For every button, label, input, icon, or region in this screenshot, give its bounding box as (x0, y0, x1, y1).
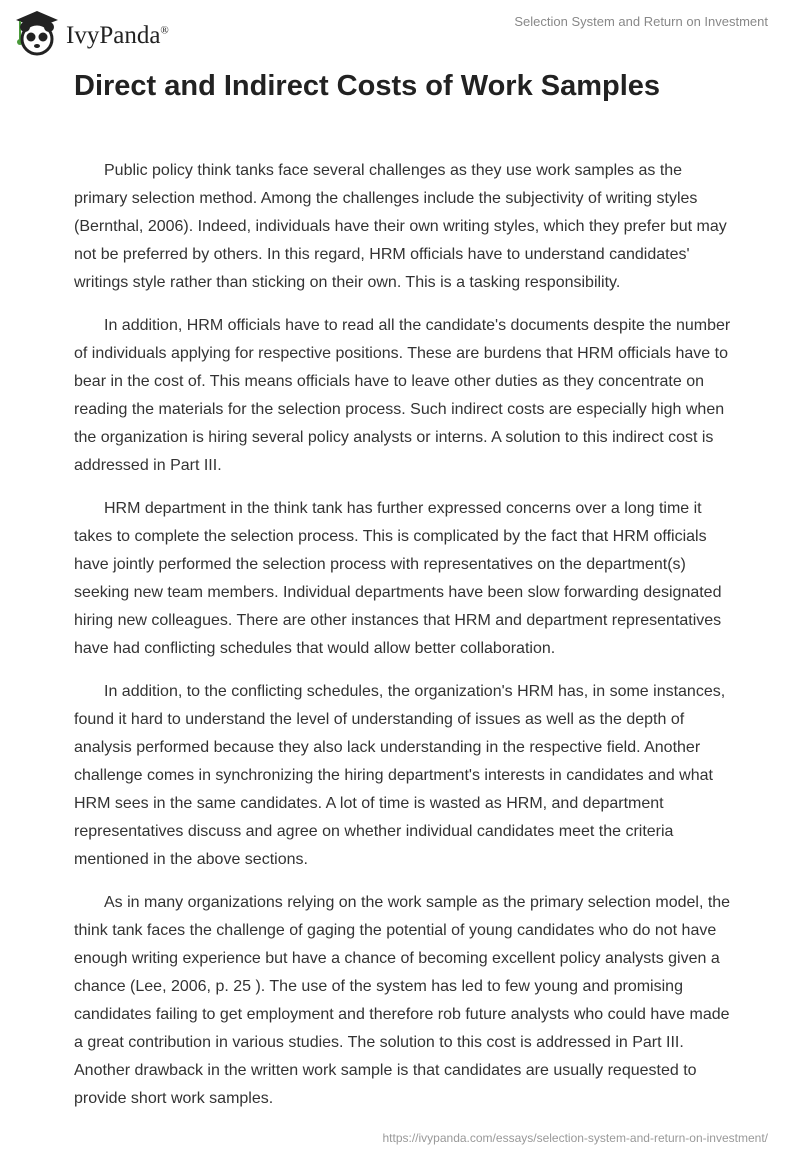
article-title: Direct and Indirect Costs of Work Samples (74, 70, 661, 102)
logo-text: IvyPanda® (66, 22, 169, 49)
paragraph: HRM department in the think tank has further expressed concerns over a long time it takes to complete the selection process. This is complicated by the fact that HRM officials have jointly performed the selection process with representatives on the department(s) seeking new team members. Individual departments have been slow forwarding designated hiring new colleagues. There are other instances that HRM and department representatives have had conflicting schedules that would allow better collaboration. (74, 500, 722, 657)
ivypanda-logo[interactable] (12, 8, 169, 58)
paragraph: Public policy think tanks face several challenges as they use work samples as the primary selection method. Among the challenges include the subjectivity of writing styles (Bernthal, 2006). Indeed, individuals have their own writing styles, which they prefer but may not be preferred by others. In this regard, HRM officials have to understand candidates' writings style rather than sticking on their own. This is a tasking responsibility. (74, 162, 727, 291)
panda-graduate-icon (12, 8, 62, 58)
article-body (74, 157, 736, 1128)
paragraph: In addition, HRM officials have to read all the candidate's documents despite the number of individuals applying for respective positions. These are burdens that HRM officials have to bear in the cost of. This means officials have to leave other duties as they concentrate on reading the materials for the selection process. Such indirect costs are especially high when the organization is hiring several policy analysts or interns. A solution to this indirect cost is addressed in Part III. (74, 317, 731, 474)
paragraph: In addition, to the conflicting schedules, the organization's HRM has, in some instances, found it hard to understand the level of understanding of issues as well as the depth of analysis performed because they also lack understanding in the respective field. Another challenge comes in synchronizing the hiring department's interests in candidates and what HRM sees in the same candidates. A lot of time is wasted as HRM, and department representatives discuss and agree on whether individual candidates meet the criteria mentioned in the above sections. (74, 683, 726, 868)
source-url-link[interactable]: https://ivypanda.com/essays/selection-system-and-return-on-investment/ (382, 1131, 768, 1145)
document-title: Selection System and Return on Investment (514, 14, 768, 29)
paragraph: As in many organizations relying on the work sample as the primary selection model, the think tank faces the challenge of gaging the potential of young candidates who do not have enough writing experience but have a chance of becoming excellent policy analysts given a chance (Lee, 2006, p. 25 ). The use of the system has led to few young and promising candidates failing to get employment and therefore rob future analysts who could have made a great contribution in various studies. The solution to this cost is addressed in Part III. Another drawback in the written work sample is that candidates are usually requested to provide short work samples. (74, 894, 731, 1107)
